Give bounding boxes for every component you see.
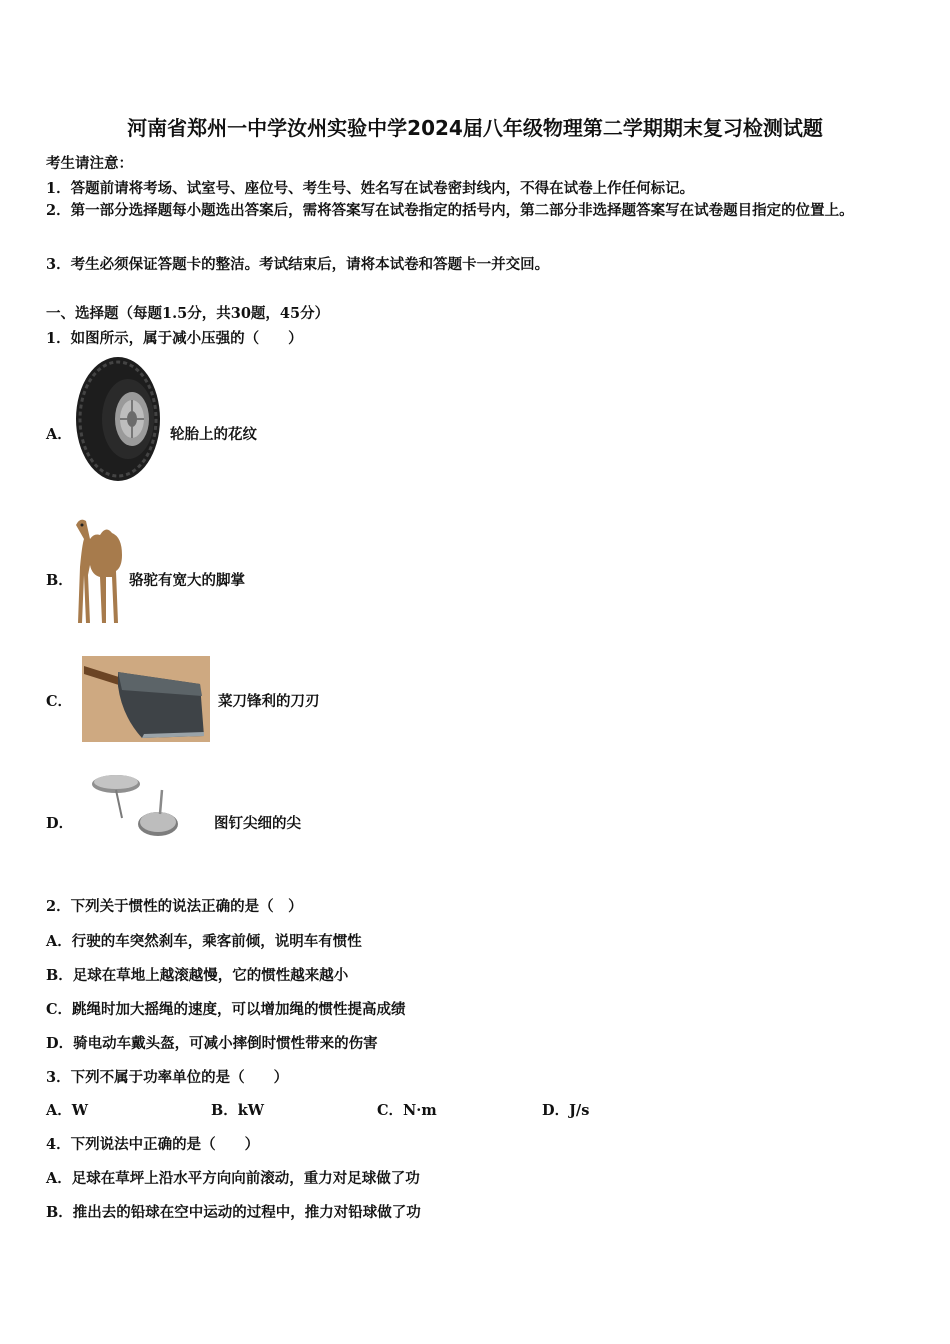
q1-option-c-letter: C．	[46, 693, 73, 710]
question-2-stem: 2．下列关于惯性的说法正确的是（ ）	[46, 898, 303, 915]
q1-option-d-text: 图钉尖细的尖	[214, 815, 301, 832]
section-heading: 一、选择题（每题1.5分，共30题，45分）	[46, 305, 330, 322]
page-title: 河南省郑州一中学汝州实验中学2024届八年级物理第二学期期末复习检测试题	[127, 116, 823, 140]
q1-option-c-text: 菜刀锋利的刀刃	[218, 693, 320, 710]
q3-option-a: A．W	[46, 1102, 89, 1119]
notice-item-1: 1．答题前请将考场、试室号、座位号、考生号、姓名写在试卷密封线内，不得在试卷上作任何标记。	[46, 180, 695, 197]
q2-option-c: C．跳绳时加大摇绳的速度，可以增加绳的惯性提高成绩	[46, 1001, 406, 1018]
tire-image	[72, 355, 168, 483]
camel-image	[72, 515, 128, 631]
q1-option-b-text: 骆驼有宽大的脚掌	[129, 572, 245, 589]
notice-item-3: 3．考生必须保证答题卡的整洁。考试结束后，请将本试卷和答题卡一并交回。	[46, 256, 550, 273]
q2-option-b: B．足球在草地上越滚越慢，它的惯性越来越小	[46, 967, 349, 984]
q4-option-b: B．推出去的铅球在空中运动的过程中，推力对铅球做了功	[46, 1204, 421, 1221]
q2-option-a: A．行驶的车突然刹车，乘客前倾，说明车有惯性	[46, 933, 362, 950]
thumbtack-image	[88, 770, 192, 842]
question-3-stem: 3．下列不属于功率单位的是（ ）	[46, 1069, 289, 1086]
cleaver-image	[82, 656, 210, 742]
q3-option-b: B．kW	[211, 1102, 265, 1119]
q2-option-d: D．骑电动车戴头盔，可减小摔倒时惯性带来的伤害	[46, 1035, 378, 1052]
q1-option-b-letter: B．	[46, 572, 73, 589]
notice-item-2: 2．第一部分选择题每小题选出答案后，需将答案写在试卷指定的括号内，第二部分非选择题答案写在试卷题目指定的位置上。	[46, 202, 854, 219]
q3-option-d: D．J/s	[542, 1102, 590, 1119]
q1-option-a-letter: A．	[46, 426, 72, 443]
q4-option-a: A．足球在草坪上沿水平方向向前滚动，重力对足球做了功	[46, 1170, 420, 1187]
question-4-stem: 4．下列说法中正确的是（ ）	[46, 1136, 260, 1153]
question-1-stem: 1．如图所示，属于减小压强的（ ）	[46, 330, 303, 347]
q3-option-c: C．N·m	[377, 1102, 437, 1119]
q1-option-d-letter: D．	[46, 815, 74, 832]
notice-heading: 考生请注意：	[46, 155, 133, 172]
q1-option-a-text: 轮胎上的花纹	[170, 426, 257, 443]
